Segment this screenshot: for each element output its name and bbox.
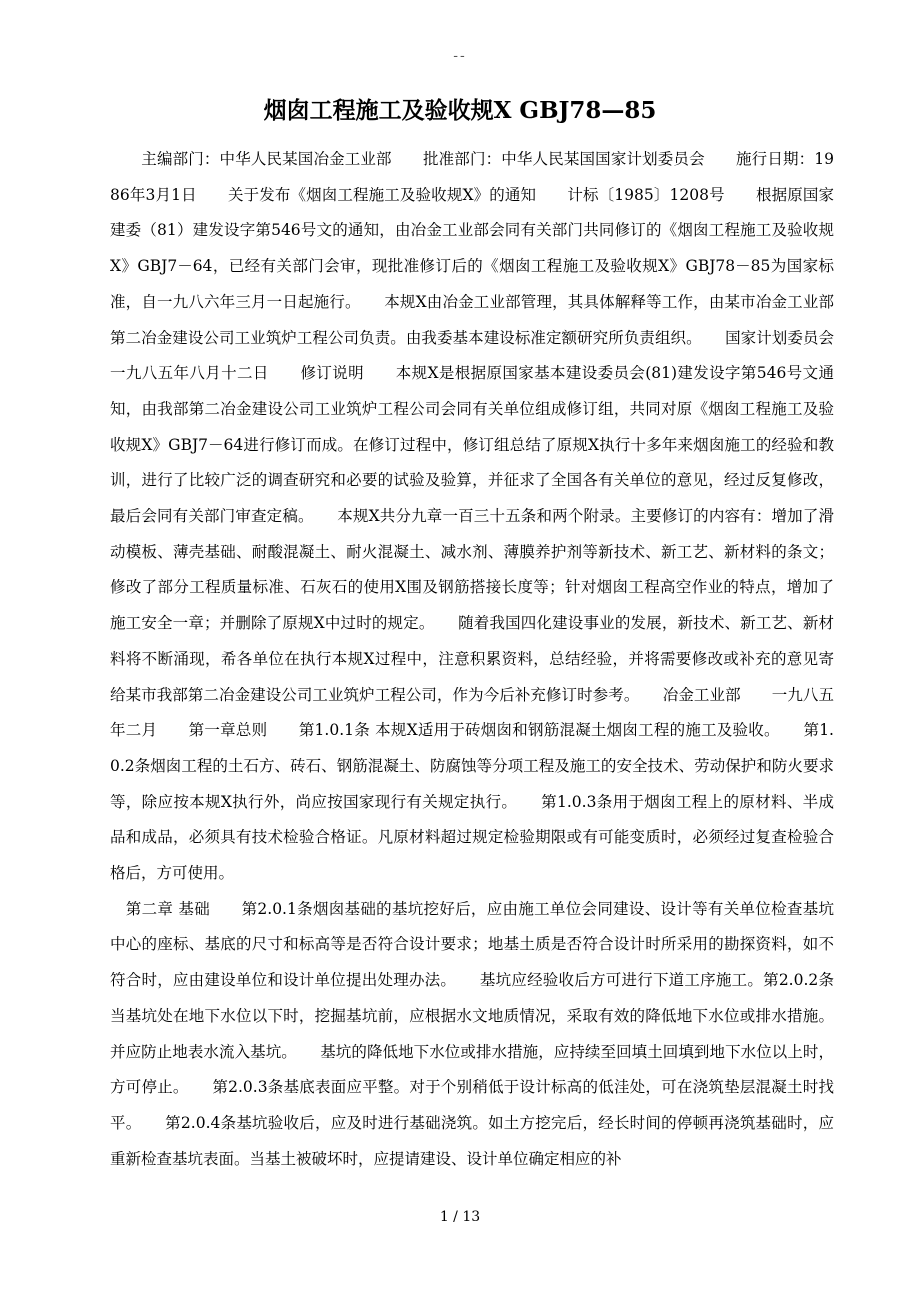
paragraph-chapter-two: 第二章 基础 第2.0.1条烟囱基础的基坑挖好后，应由施工单位会同建设、设计等有关单位检查基坑中心的座标、基底的尺寸和标高等是否符合设计要求；地基土质是否符合设计时所采用的勘探资料，如不符合时，应由建设单位和设计单位提出处理办法。 基坑应经验收后方可进行下道工序施工。第2.0.2条当基坑处在地下水位以下时，挖掘基坑前，应根据水文地质情况，采取有效的降低地下水位或排水措施。并应防止地表水流入基坑。 基坑的降低地下水位或排水措施，应持续至回填土回填到地下水位以上时，方可停止。 第2.0.3条基底表面应平整。对于个别稍低于设计标高的低洼处，可在浇筑垫层混凝土时找平。 第2.0.4条基坑验收后，应及时进行基础浇筑。如土方挖完后，经长时间的停顿再浇筑基础时，应重新检查基坑表面。当基土被破坏时，应提请建设、设计单位确定相应的补 [110,899,834,1168]
document-title: 烟囱工程施工及验收规X GBJ78—85 [263,97,657,124]
page-indicator: 1 / 13 [439,1209,481,1225]
header-mark: -- [453,48,467,64]
paragraph-preface: 主编部门：中华人民某国冶金工业部 批准部门：中华人民某国国家计划委员会 施行日期：1986年3月1日 关于发布《烟囱工程施工及验收规X》的通知 计标〔1985〕1208号 根据原国家建委（81）建发设字第546号文的通知，由冶金工业部会同有关部门共同修订的《烟囱工程施工及验收规X》GBJ7－64，已经有关部门会审，现批准修订后的《烟囱工程施工及验收规X》GBJ78－85为国家标准，自一九八六年三月一日起施行。 本规X由冶金工业部管理，其具体解释等工作，由某市冶金工业部第二冶金建设公司工业筑炉工程公司负责。由我委基本建设标准定额研究所负责组织。 国家计划委员会 一九八五年八月十二日 修订说明 本规X是根据原国家基本建设委员会(81)建发设字第546号文通知，由我部第二冶金建设公司工业筑炉工程公司会同有关单位组成修订组，共同对原《烟囱工程施工及验收规X》GBJ7－64进行修订而成。在修订过程中，修订组总结了原规X执行十多年来烟囱施工的经验和教训，进行了比较广泛的调查研究和必要的试验及验算，并征求了全国各有关单位的意见，经过反复修改，最后会同有关部门审查定稿。 本规X共分九章一百三十五条和两个附录。主要修订的内容有：增加了滑动模板、薄壳基础、耐酸混凝土、耐火混凝土、减水剂、薄膜养护剂等新技术、新工艺、新材料的条文；修改了部分工程质量标准、石灰石的使用X围及钢筋搭接长度等；针对烟囱工程高空作业的特点，增加了施工安全一章；并删除了原规X中过时的规定。 随着我国四化建设事业的发展，新技术、新工艺、新材料将不断涌现，希各单位在执行本规X过程中，注意积累资料，总结经验，并将需要修改或补充的意见寄给某市我部第二冶金建设公司工业筑炉工程公司，作为今后补充修订时参考。 冶金工业部 一九八五年二月 第一章总则 第1.0.1条 本规X适用于砖烟囱和钢筋混凝土烟囱工程的施工及验收。 第1.0.2条烟囱工程的土石方、砖石、钢筋混凝土、防腐蚀等分项工程及施工的安全技术、劳动保护和防火要求等，除应按本规X执行外，尚应按国家现行有关规定执行。 第1.0.3条用于烟囱工程上的原材料、半成品和成品，必须具有技术检验合格证。凡原材料超过规定检验期限或有可能变质时，必须经过复查检验合格后，方可使用。 [110,150,866,883]
document-body [110,142,866,1177]
